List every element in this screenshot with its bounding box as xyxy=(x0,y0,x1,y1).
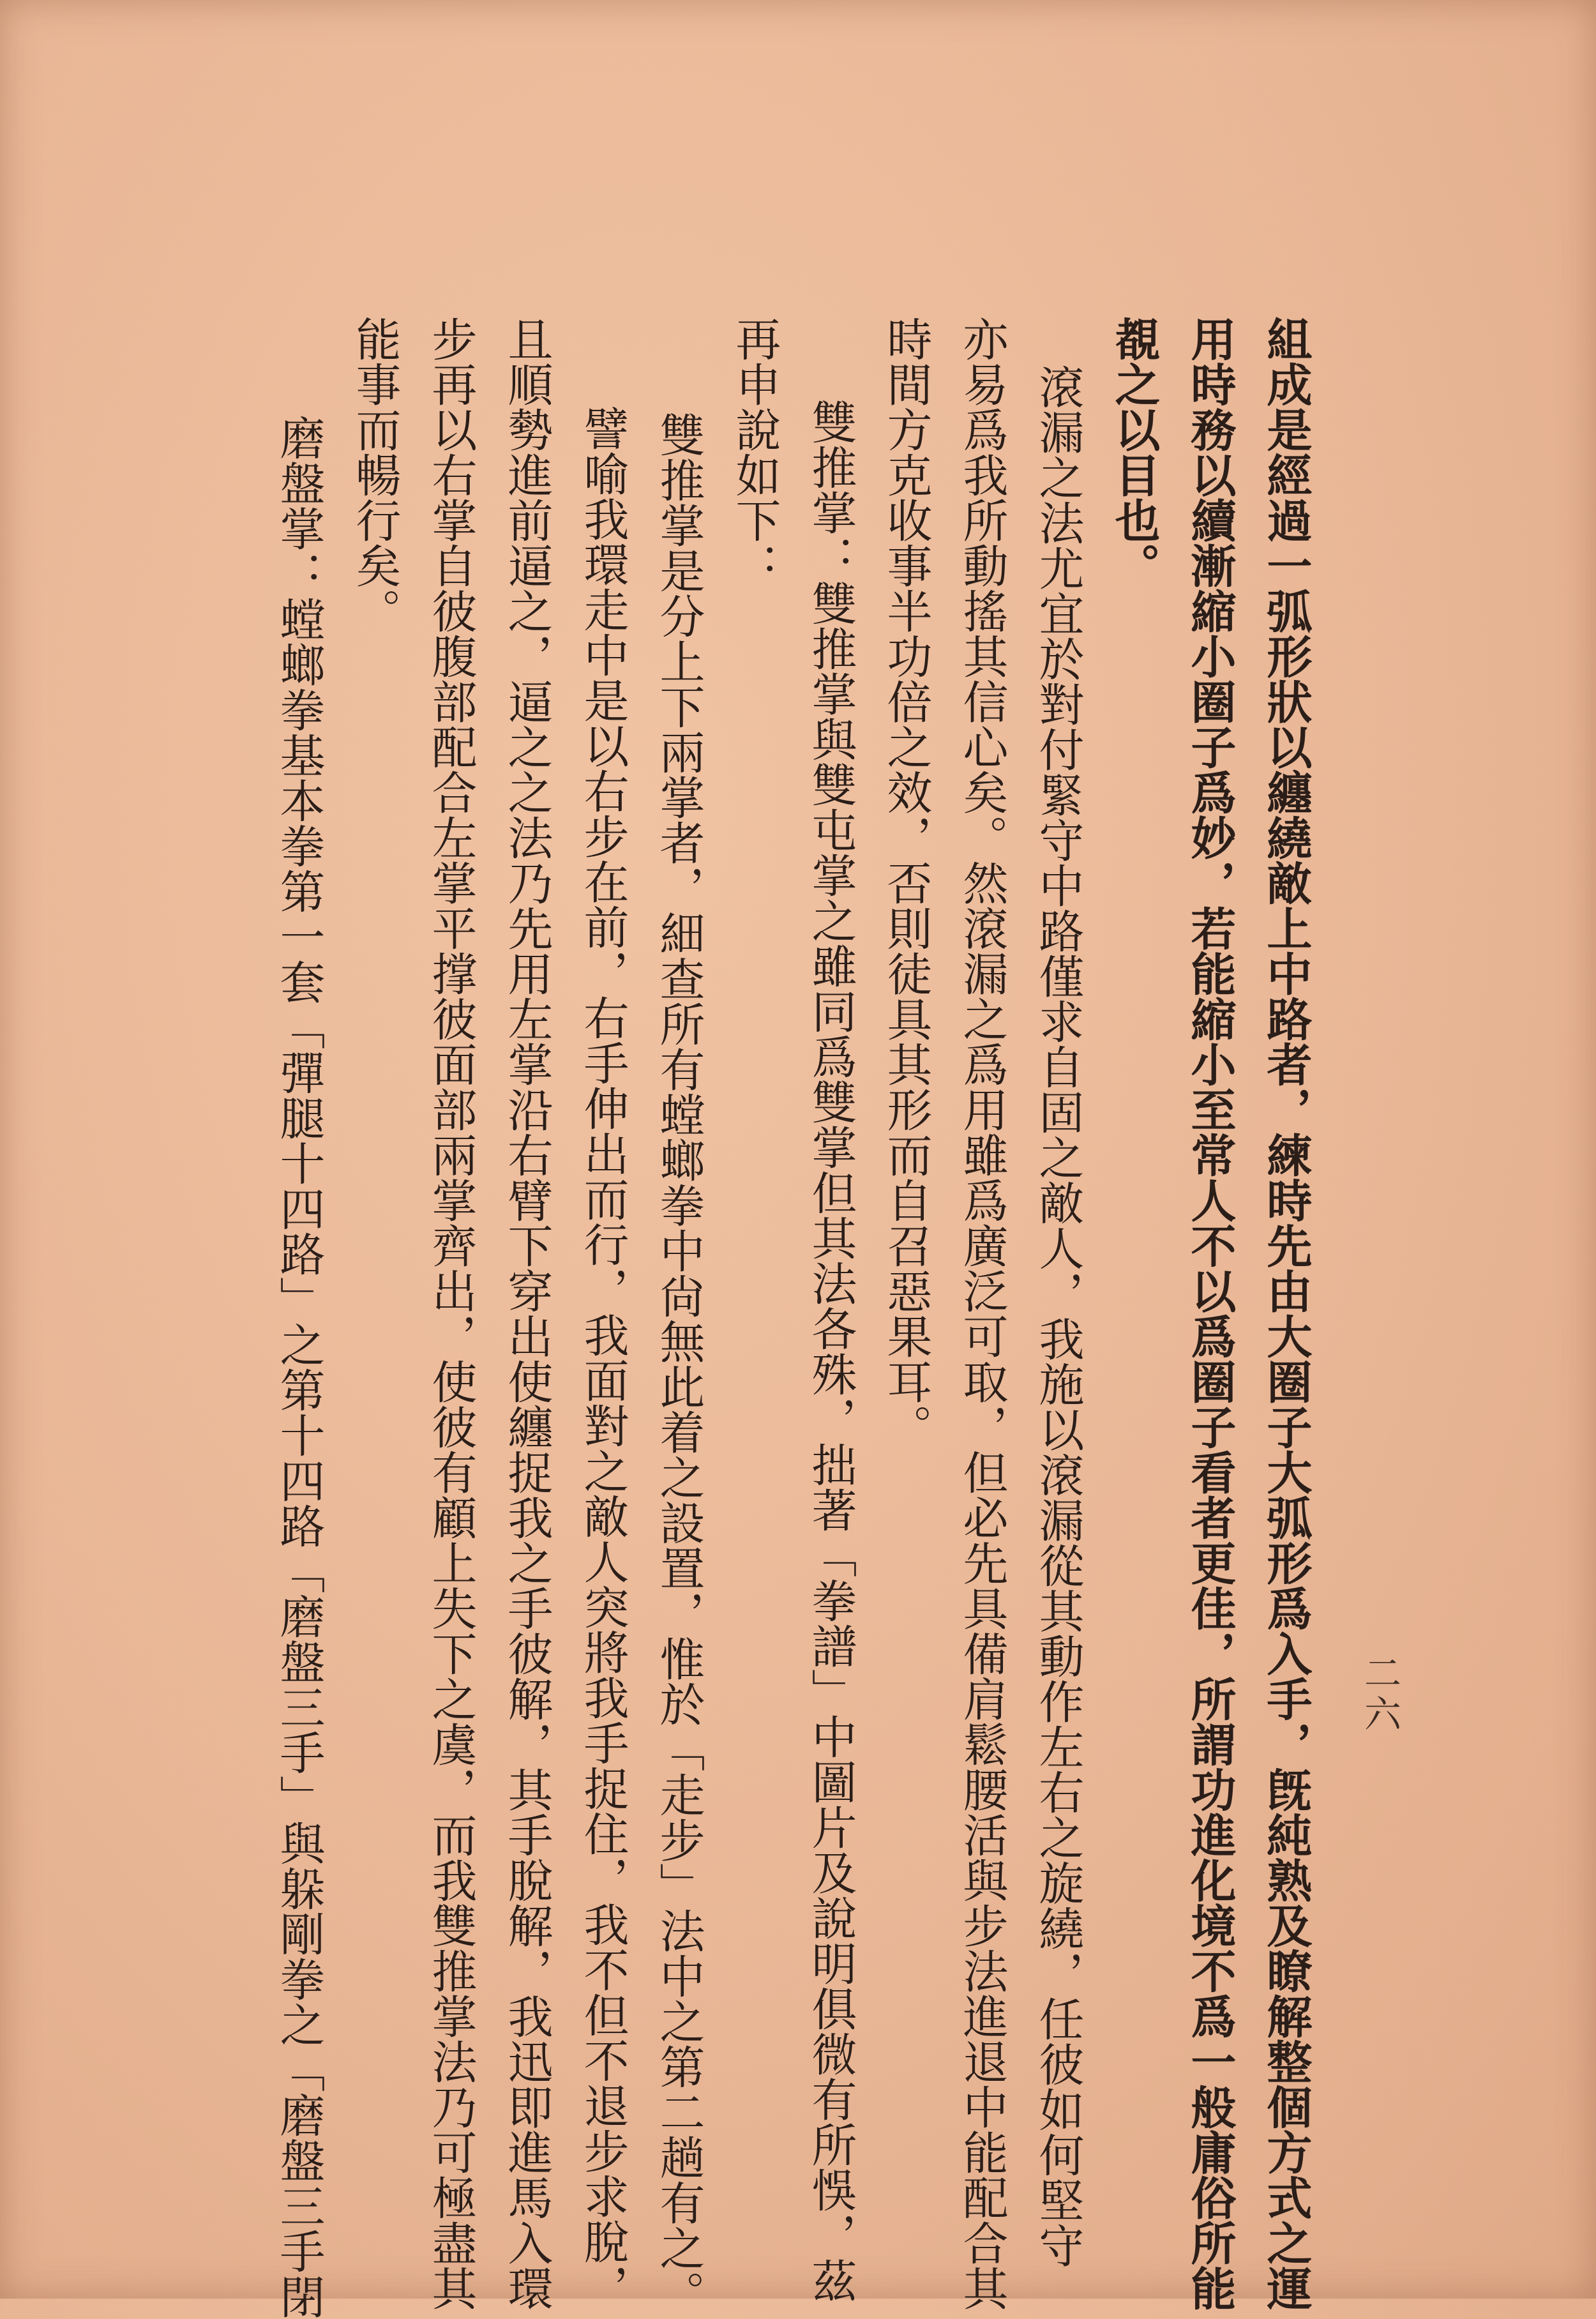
page-number: 二六 xyxy=(1358,1654,1401,1735)
text-column: 且順勢進前逼之，逼之之法乃先用左掌沿右臂下穿出使纏捉我之手彼解，其手脫解，我迅即進馬入環 xyxy=(501,316,553,2311)
text-column: 雙推掌：雙推掌與雙屯掌之雖同爲雙掌但其法各殊，拙著「拳譜」中圖片及說明俱微有所悞，茲 xyxy=(804,399,857,2303)
text-column: 覩之以目也。 xyxy=(1108,316,1161,588)
text-column: 能事而暢行矣。 xyxy=(349,316,402,633)
text-column: 譬喻我環走中是以右步在前，右手伸出而行，我面對之敵人突將我手捉住，我不但不退步求脫， xyxy=(576,405,629,2309)
text-column: 組成是經過一弧形狀以纏繞敵上中路者，練時先由大圈子大弧形爲入手，旣純熟及瞭解整個方式之運 xyxy=(1260,316,1313,2311)
text-column: 亦易爲我所動搖其信心矣。然滾漏之爲用雖爲廣泛可取，但必先具備肩鬆腰活與步法進退中能配合其 xyxy=(956,316,1009,2311)
text-column: 磨盤掌：螳螂拳基本拳第一套「彈腿十四路」之第十四路「磨盤三手」與躲剛拳之「磨盤三手閉 xyxy=(273,415,326,2319)
text-column: 時間方克收事半功倍之效，否則徒具其形而自召惡果耳。 xyxy=(880,316,933,1449)
text-column: 再申說如下： xyxy=(728,316,781,588)
text-column: 滾漏之法尤宜於對付緊守中路僅求自固之敵人，我施以滾漏從其動作左右之旋繞，任彼如何堅守 xyxy=(1032,364,1085,2268)
text-column: 雙推掌是分上下兩掌者，細查所有螳螂拳中尙無此着之設置，惟於「走步」法中之第二趟有之。 xyxy=(652,412,705,2316)
body-text xyxy=(273,316,1321,2319)
text-column: 用時務以續漸縮小圈子爲妙，若能縮小至常人不以爲圈子看者更佳，所謂功進化境不爲一般庸俗所能 xyxy=(1184,316,1237,2311)
text-column: 步再以右掌自彼腹部配合左掌平撑彼面部兩掌齊出，使彼有顧上失下之虞，而我雙推掌法乃可極盡其 xyxy=(425,316,478,2311)
